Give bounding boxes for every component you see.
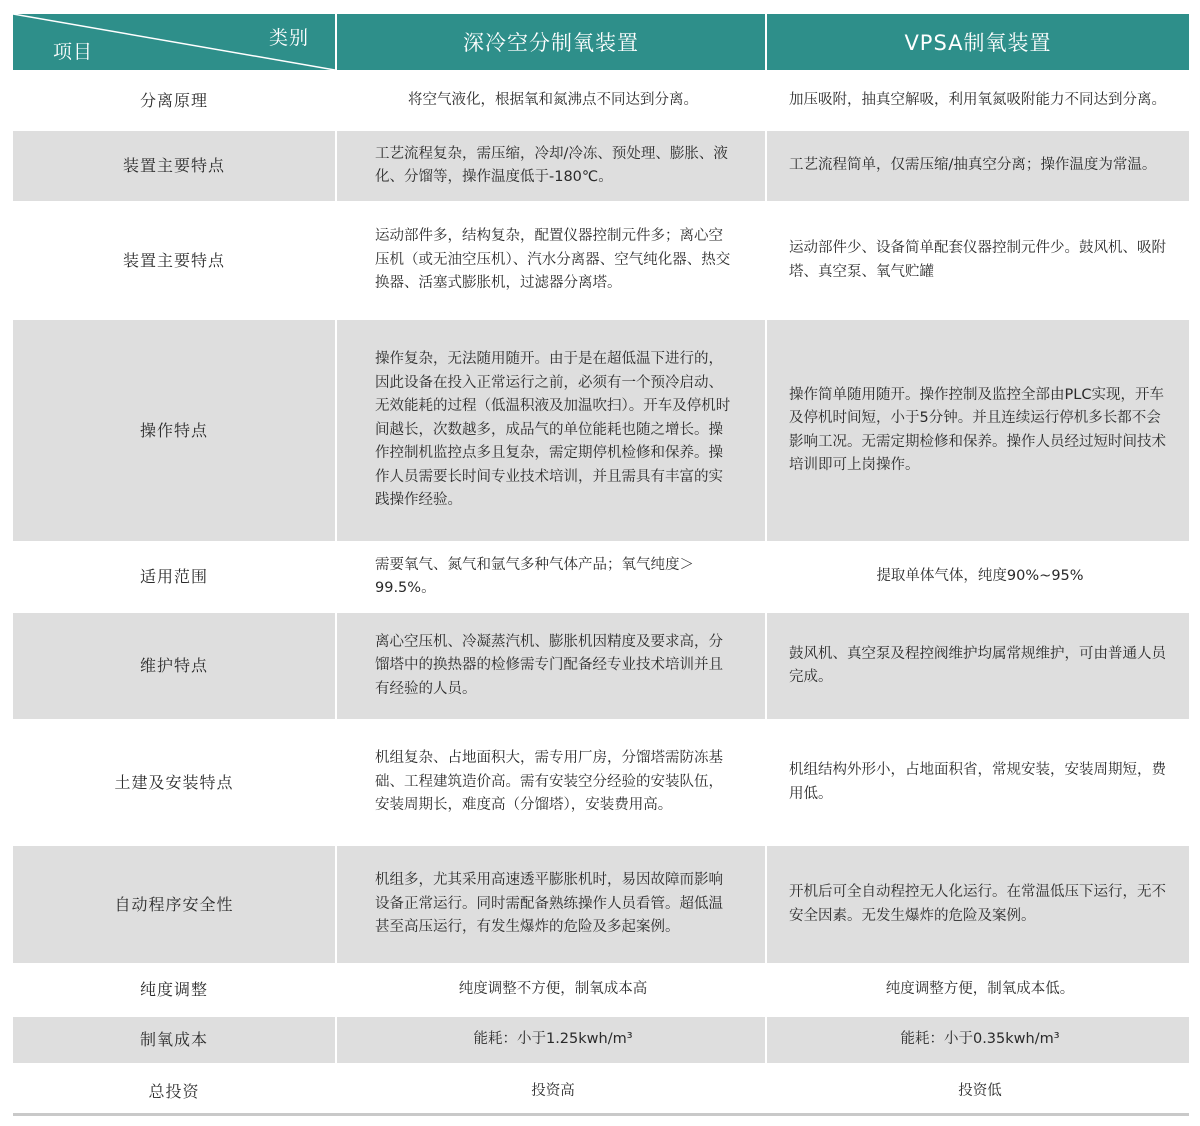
cryogenic-cell (335, 543, 765, 611)
vpsa-cell (765, 1017, 1189, 1063)
header-col-vpsa: VPSA制氧装置 (765, 14, 1189, 70)
table-row (13, 611, 1189, 719)
row-label: 操作特点 (13, 320, 335, 541)
vpsa-cell (765, 1065, 1189, 1118)
table-row (13, 129, 1189, 201)
row-label: 装置主要特点 (13, 203, 335, 318)
cryogenic-cell (335, 72, 765, 129)
cell-text: 机组结构外形小，占地面积省，常规安装，安装周期短，费用低。 (789, 762, 1166, 802)
cryogenic-cell (335, 721, 765, 844)
row-label: 制氧成本 (13, 1017, 335, 1063)
table-row (13, 1063, 1189, 1118)
table-row (13, 963, 1189, 1015)
table-row (13, 844, 1189, 963)
vpsa-cell (765, 131, 1189, 201)
cell-text: 离心空压机、冷凝蒸汽机、膨胀机因精度及要求高，分馏塔中的换热器的检修需专门配备经专业技术培训并且有经验的人员。 (375, 633, 723, 697)
cell-text: 纯度调整不方便，制氧成本高 (458, 981, 648, 998)
row-label: 自动程序安全性 (13, 846, 335, 963)
vpsa-cell (765, 846, 1189, 963)
row-label: 总投资 (13, 1065, 335, 1118)
cell-text: 投资低 (958, 1082, 1002, 1099)
cell-text: 机组多，尤其采用高速透平膨胀机时，易因故障而影响设备正常运行。同时需配备熟练操作人员看管。超低温甚至高压运行，有发生爆炸的危险及多起案例。 (375, 872, 723, 936)
row-label: 维护特点 (13, 613, 335, 719)
cryogenic-cell (335, 613, 765, 719)
cryogenic-cell (335, 320, 765, 541)
cell-text: 开机后可全自动程控无人化运行。在常温低压下运行，无不安全因素。无发生爆炸的危险及案例。 (789, 884, 1166, 924)
cell-text: 运动部件少、设备简单配套仪器控制元件少。鼓风机、吸附塔、真空泵、氧气贮罐 (789, 240, 1166, 280)
vpsa-cell (765, 613, 1189, 719)
header-category-label: 类别 (268, 27, 309, 49)
cryogenic-cell (335, 1017, 765, 1063)
table-row (13, 201, 1189, 318)
cell-text: 工艺流程复杂，需压缩，冷却/冷冻、预处理、膨胀、液化、分馏等，操作温度低于-180℃。 (375, 145, 728, 185)
row-label: 适用范围 (13, 543, 335, 611)
row-label: 纯度调整 (13, 965, 335, 1015)
row-label: 分离原理 (13, 72, 335, 129)
vpsa-cell (765, 721, 1189, 844)
table-row (13, 719, 1189, 844)
cell-text: 加压吸附，抽真空解吸，利用氧氮吸附能力不同达到分离。 (789, 91, 1166, 108)
table-row (13, 1015, 1189, 1063)
cryogenic-cell (335, 965, 765, 1015)
cell-text: 操作复杂，无法随用随开。由于是在超低温下进行的，因此设备在投入正常运行之前，必须有一个预冷启动、无效能耗的过程（低温积液及加温吹扫）。开车及停机时间越长，次数越多，成品气的单位能耗也随之增长。操作控制机监控点多且复杂，需定期停机检修和保养。操作人员需要长时间专业技术培训，并且需具有丰富的实践操作经验。 (375, 351, 731, 509)
table-header (13, 14, 1189, 70)
vpsa-cell (765, 72, 1189, 129)
cell-text: 工艺流程简单，仅需压缩/抽真空分离；操作温度为常温。 (789, 157, 1157, 174)
header-corner-cell (13, 14, 335, 70)
header-col-cryogenic: 深冷空分制氧装置 (335, 14, 765, 70)
cell-text: 纯度调整方便，制氧成本低。 (885, 981, 1075, 998)
vpsa-cell (765, 320, 1189, 541)
cell-text: 鼓风机、真空泵及程控阀维护均属常规维护，可由普通人员完成。 (789, 645, 1166, 685)
bottom-divider (13, 1113, 1189, 1116)
cell-text: 将空气液化，根据氧和氮沸点不同达到分离。 (408, 91, 698, 108)
cell-text: 提取单体气体，纯度90%~95% (876, 568, 1084, 585)
cell-text: 能耗：小于0.35kwh/m³ (900, 1031, 1060, 1048)
cryogenic-cell (335, 846, 765, 963)
row-label: 土建及安装特点 (13, 721, 335, 844)
comparison-table (13, 14, 1189, 1118)
row-label: 装置主要特点 (13, 131, 335, 201)
cryogenic-cell (335, 131, 765, 201)
table-row (13, 318, 1189, 541)
vpsa-cell (765, 543, 1189, 611)
header-item-label: 项目 (53, 41, 94, 63)
cell-text: 机组复杂、占地面积大，需专用厂房，分馏塔需防冻基础、工程建筑造价高。需有安装空分经验的安装队伍，安装周期长，难度高（分馏塔），安装费用高。 (375, 750, 723, 814)
vpsa-cell (765, 965, 1189, 1015)
table-row (13, 70, 1189, 129)
table-row (13, 541, 1189, 611)
cell-text: 需要氧气、氮气和氩气多种气体产品；氧气纯度＞99.5%。 (375, 556, 694, 596)
cryogenic-cell (335, 1065, 765, 1118)
cryogenic-cell (335, 203, 765, 318)
cell-text: 操作简单随用随开。操作控制及监控全部由PLC实现，开车及停机时间短，小于5分钟。并且连续运行停机多长都不会影响工况。无需定期检修和保养。操作人员经过短时间技术培训即可上岗操作。 (789, 386, 1166, 473)
cell-text: 运动部件多，结构复杂，配置仪器控制元件多；离心空压机（或无油空压机）、汽水分离器、空气纯化器、热交换器、活塞式膨胀机，过滤器分离塔。 (375, 228, 731, 292)
cell-text: 投资高 (531, 1082, 575, 1099)
cell-text: 能耗：小于1.25kwh/m³ (473, 1031, 633, 1048)
vpsa-cell (765, 203, 1189, 318)
